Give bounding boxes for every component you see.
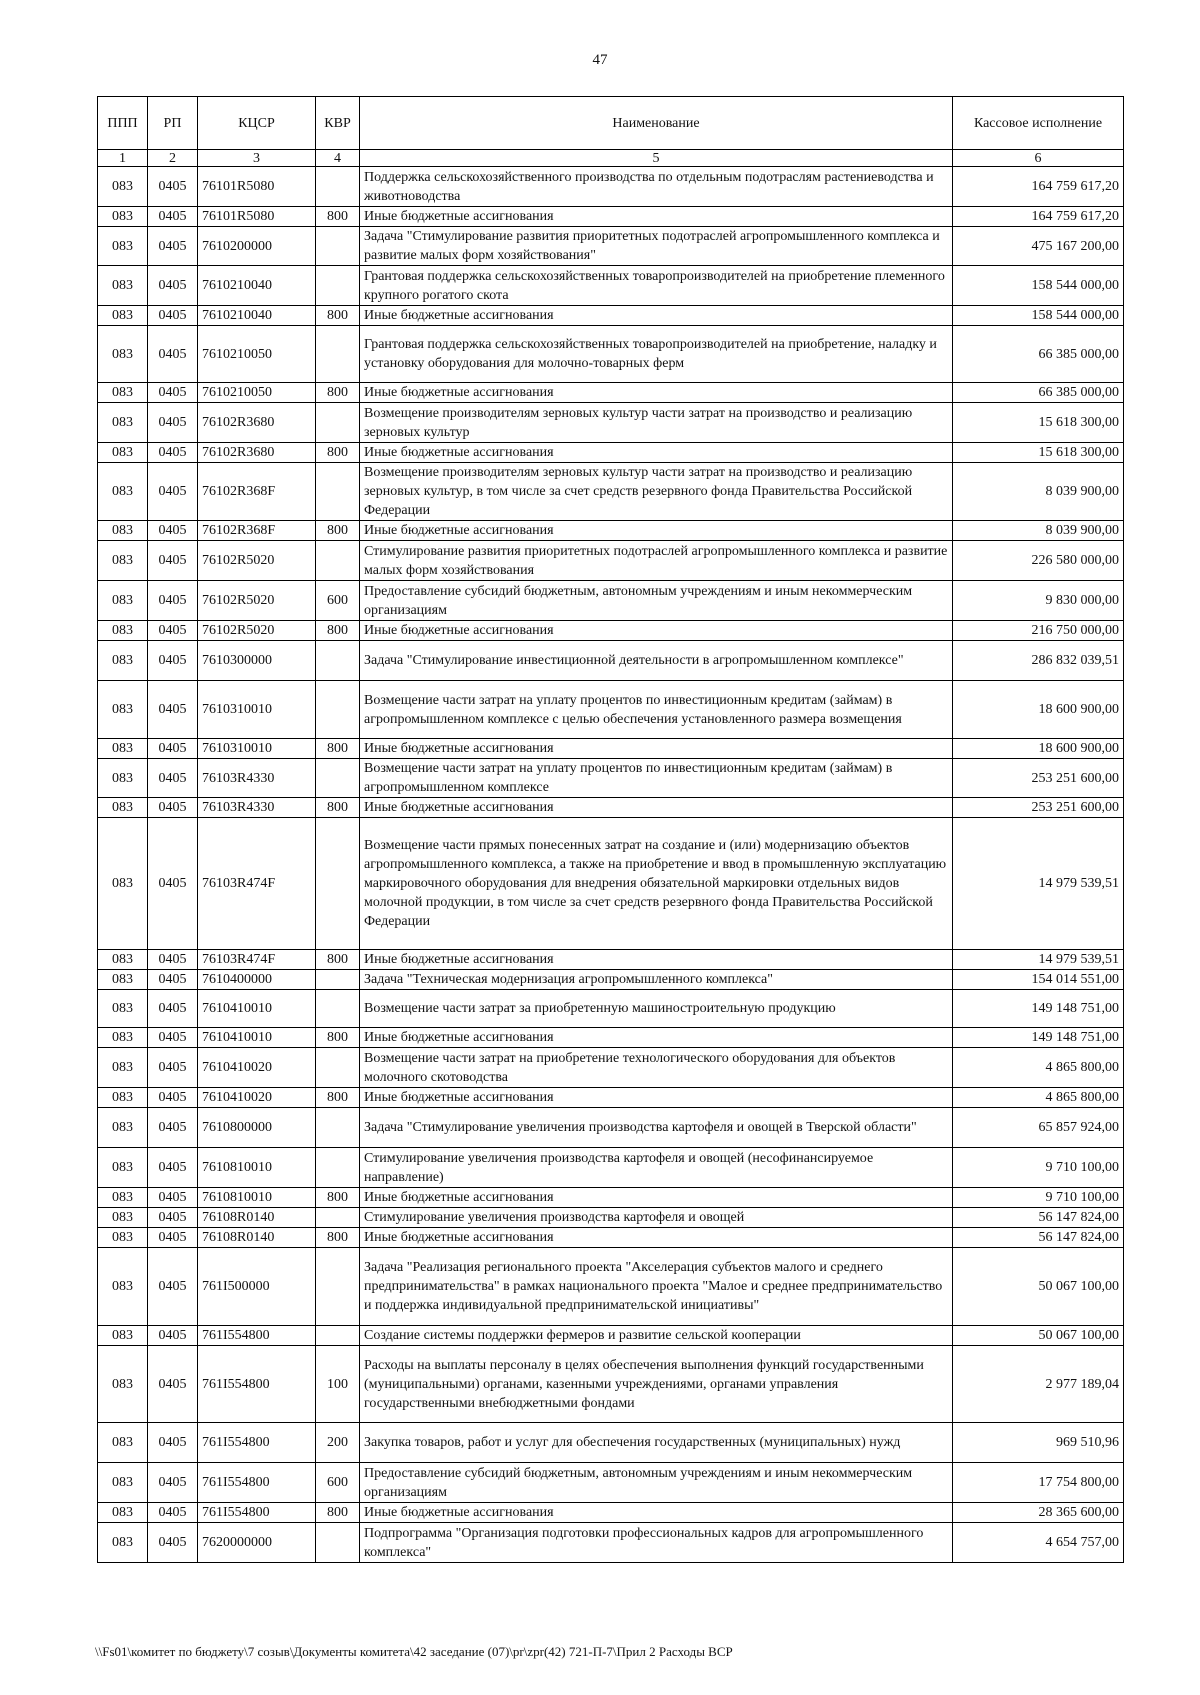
cell-rp: 0405 [148,621,198,641]
table-row [98,818,1124,950]
cell-rp: 0405 [148,463,198,521]
cell-ppp: 083 [98,1326,148,1346]
cell-kvr [316,990,360,1028]
cell-kcsr: 76103R474F [198,950,316,970]
cell-rp: 0405 [148,207,198,227]
cell-kcsr: 7610210050 [198,383,316,403]
cell-ppp: 083 [98,1228,148,1248]
table-row [98,990,1124,1028]
cell-name: Задача "Стимулирование развития приоритетных подотраслей агропромышленного комплекса и развитие малых форм хозяйствования" [360,227,953,266]
cell-kvr [316,1523,360,1563]
cell-kvr: 800 [316,621,360,641]
cell-name: Иные бюджетные ассигнования [360,1503,953,1523]
cell-kcsr: 7610400000 [198,970,316,990]
table-row [98,383,1124,403]
cell-rp: 0405 [148,1346,198,1423]
cell-rp: 0405 [148,641,198,681]
table-row [98,306,1124,326]
cell-kvr: 100 [316,1346,360,1423]
cell-name: Задача "Стимулирование инвестиционной деятельности в агропромышленном комплексе" [360,641,953,681]
cell-amount: 18 600 900,00 [953,739,1124,759]
table-row [98,266,1124,306]
cell-rp: 0405 [148,167,198,207]
cell-name: Иные бюджетные ассигнования [360,383,953,403]
cell-ppp: 083 [98,521,148,541]
cell-rp: 0405 [148,1108,198,1148]
cell-name: Грантовая поддержка сельскохозяйственных товаропроизводителей на приобретение, наладку и установку оборудования для молочно-товарных ферм [360,326,953,383]
column-number: 1 [98,150,148,167]
cell-name: Возмещение части затрат за приобретенную машиностроительную продукцию [360,990,953,1028]
table-row [98,1463,1124,1503]
table-row [98,739,1124,759]
cell-amount: 50 067 100,00 [953,1248,1124,1326]
cell-kcsr: 7610800000 [198,1108,316,1148]
cell-kcsr: 761I554800 [198,1423,316,1463]
cell-kcsr: 761I554800 [198,1346,316,1423]
cell-name: Расходы на выплаты персоналу в целях обеспечения выполнения функций государственными (муниципальными) органами, казенными учреждениями, органами управления государственными внебюджетными фондами [360,1346,953,1423]
table-row [98,1188,1124,1208]
cell-ppp: 083 [98,1423,148,1463]
table-row [98,1208,1124,1228]
cell-ppp: 083 [98,383,148,403]
cell-ppp: 083 [98,1148,148,1188]
cell-kcsr: 7610210040 [198,266,316,306]
column-number: 6 [953,150,1124,167]
cell-ppp: 083 [98,1463,148,1503]
cell-kvr [316,403,360,443]
cell-kvr: 800 [316,739,360,759]
cell-ppp: 083 [98,306,148,326]
cell-kvr: 800 [316,1028,360,1048]
cell-kvr [316,681,360,739]
cell-ppp: 083 [98,1028,148,1048]
column-number: 5 [360,150,953,167]
table-row [98,521,1124,541]
cell-kcsr: 76103R4330 [198,759,316,798]
cell-amount: 286 832 039,51 [953,641,1124,681]
cell-amount: 9 710 100,00 [953,1188,1124,1208]
cell-amount: 216 750 000,00 [953,621,1124,641]
table-row [98,541,1124,581]
cell-kvr: 800 [316,1228,360,1248]
table-row [98,759,1124,798]
cell-name: Возмещение части затрат на приобретение технологического оборудования для объектов молочного скотоводства [360,1048,953,1088]
column-number: 3 [198,150,316,167]
cell-ppp: 083 [98,641,148,681]
cell-rp: 0405 [148,1148,198,1188]
header-amount: Кассовое исполнение [953,97,1124,150]
cell-rp: 0405 [148,1326,198,1346]
column-number-row [98,150,1124,167]
cell-rp: 0405 [148,266,198,306]
cell-rp: 0405 [148,990,198,1028]
table-row [98,1228,1124,1248]
cell-kcsr: 76108R0140 [198,1208,316,1228]
cell-kcsr: 7610410010 [198,1028,316,1048]
cell-amount: 154 014 551,00 [953,970,1124,990]
cell-amount: 2 977 189,04 [953,1346,1124,1423]
cell-ppp: 083 [98,541,148,581]
cell-rp: 0405 [148,541,198,581]
cell-kvr: 600 [316,581,360,621]
cell-name: Задача "Реализация регионального проекта "Акселерация субъектов малого и среднего предпринимательства" в рамках национального проекта "Малое и среднее предпринимательство и поддержка индивидуальной предпринимательской инициативы" [360,1248,953,1326]
cell-kvr [316,463,360,521]
cell-name: Возмещение производителям зерновых культур части затрат на производство и реализацию зерновых культур, в том числе за счет средств резервного фонда Правительства Российской Федерации [360,463,953,521]
cell-kcsr: 76101R5080 [198,167,316,207]
cell-rp: 0405 [148,1228,198,1248]
cell-rp: 0405 [148,1188,198,1208]
cell-rp: 0405 [148,1248,198,1326]
cell-rp: 0405 [148,818,198,950]
cell-amount: 9 830 000,00 [953,581,1124,621]
cell-ppp: 083 [98,681,148,739]
table-row [98,326,1124,383]
cell-amount: 226 580 000,00 [953,541,1124,581]
table-row [98,227,1124,266]
cell-ppp: 083 [98,1248,148,1326]
cell-amount: 164 759 617,20 [953,167,1124,207]
cell-kcsr: 76102R3680 [198,443,316,463]
cell-ppp: 083 [98,207,148,227]
cell-kvr: 800 [316,1503,360,1523]
cell-name: Поддержка сельскохозяйственного производства по отдельным подотраслям растениеводства и животноводства [360,167,953,207]
cell-amount: 158 544 000,00 [953,266,1124,306]
cell-kcsr: 7610810010 [198,1188,316,1208]
header-name: Наименование [360,97,953,150]
cell-amount: 56 147 824,00 [953,1208,1124,1228]
cell-name: Предоставление субсидий бюджетным, автономным учреждениям и иным некоммерческим организациям [360,1463,953,1503]
cell-amount: 149 148 751,00 [953,990,1124,1028]
cell-ppp: 083 [98,581,148,621]
cell-name: Иные бюджетные ассигнования [360,443,953,463]
table-body [98,167,1124,1563]
table-row [98,1523,1124,1563]
cell-kcsr: 7610410020 [198,1088,316,1108]
budget-table [97,96,1124,1563]
cell-kvr: 600 [316,1463,360,1503]
cell-ppp: 083 [98,1503,148,1523]
cell-rp: 0405 [148,739,198,759]
cell-amount: 65 857 924,00 [953,1108,1124,1148]
cell-ppp: 083 [98,621,148,641]
cell-ppp: 083 [98,1208,148,1228]
cell-amount: 15 618 300,00 [953,403,1124,443]
table-row [98,641,1124,681]
cell-kvr: 800 [316,1088,360,1108]
cell-kvr [316,818,360,950]
cell-kvr: 800 [316,443,360,463]
header-kcsr: КЦСР [198,97,316,150]
cell-amount: 50 067 100,00 [953,1326,1124,1346]
cell-kcsr: 76102R368F [198,463,316,521]
cell-amount: 28 365 600,00 [953,1503,1124,1523]
cell-rp: 0405 [148,950,198,970]
cell-amount: 56 147 824,00 [953,1228,1124,1248]
cell-kvr [316,266,360,306]
table-row [98,1048,1124,1088]
table-row [98,167,1124,207]
cell-ppp: 083 [98,1108,148,1148]
cell-kcsr: 7610210050 [198,326,316,383]
table-row [98,581,1124,621]
cell-name: Иные бюджетные ассигнования [360,1028,953,1048]
cell-kcsr: 7610810010 [198,1148,316,1188]
cell-rp: 0405 [148,1523,198,1563]
cell-ppp: 083 [98,1088,148,1108]
cell-amount: 475 167 200,00 [953,227,1124,266]
cell-rp: 0405 [148,581,198,621]
cell-amount: 149 148 751,00 [953,1028,1124,1048]
cell-rp: 0405 [148,1423,198,1463]
cell-kcsr: 7610210040 [198,306,316,326]
cell-kvr [316,541,360,581]
cell-name: Иные бюджетные ассигнования [360,798,953,818]
cell-ppp: 083 [98,759,148,798]
cell-rp: 0405 [148,1048,198,1088]
cell-kvr [316,167,360,207]
cell-amount: 253 251 600,00 [953,759,1124,798]
cell-amount: 164 759 617,20 [953,207,1124,227]
page-number: 47 [592,52,608,68]
cell-name: Грантовая поддержка сельскохозяйственных товаропроизводителей на приобретение племенного крупного рогатого скота [360,266,953,306]
cell-name: Стимулирование увеличения производства картофеля и овощей (несофинансируемое направление) [360,1148,953,1188]
cell-ppp: 083 [98,227,148,266]
cell-kvr: 800 [316,798,360,818]
cell-kcsr: 761I554800 [198,1463,316,1503]
cell-kcsr: 7610410020 [198,1048,316,1088]
table-row [98,443,1124,463]
cell-name: Стимулирование увеличения производства картофеля и овощей [360,1208,953,1228]
cell-rp: 0405 [148,383,198,403]
cell-kcsr: 76103R474F [198,818,316,950]
cell-name: Возмещение части прямых понесенных затрат на создание и (или) модернизацию объектов агропромышленного комплекса, а также на приобретение и ввод в промышленную эксплуатацию маркировочного оборудования для внедрения обязательной маркировки отдельных видов молочной продукции, в том числе за счет средств резервного фонда Правительства Российской Федерации [360,818,953,950]
cell-rp: 0405 [148,681,198,739]
cell-ppp: 083 [98,403,148,443]
cell-kvr: 800 [316,1188,360,1208]
cell-kvr [316,1248,360,1326]
cell-kcsr: 7610310010 [198,681,316,739]
cell-kcsr: 76103R4330 [198,798,316,818]
cell-ppp: 083 [98,798,148,818]
cell-name: Задача "Техническая модернизация агропромышленного комплекса" [360,970,953,990]
cell-kcsr: 7610200000 [198,227,316,266]
footer-file-path: \\Fs01\комитет по бюджету\7 созыв\Документы комитета\42 заседание (07)\pr\zpr(42) 721-П-7\Прил 2 Расходы ВСР [95,1644,733,1659]
cell-rp: 0405 [148,521,198,541]
header-ppp: ППП [98,97,148,150]
cell-amount: 4 654 757,00 [953,1523,1124,1563]
cell-ppp: 083 [98,1048,148,1088]
table-row [98,463,1124,521]
cell-ppp: 083 [98,443,148,463]
cell-name: Иные бюджетные ассигнования [360,1088,953,1108]
cell-amount: 66 385 000,00 [953,383,1124,403]
cell-kvr: 800 [316,207,360,227]
cell-kvr [316,1048,360,1088]
cell-rp: 0405 [148,1463,198,1503]
cell-amount: 14 979 539,51 [953,818,1124,950]
cell-kcsr: 7610410010 [198,990,316,1028]
cell-rp: 0405 [148,798,198,818]
cell-kcsr: 761I554800 [198,1326,316,1346]
table-row [98,1148,1124,1188]
cell-kvr: 800 [316,306,360,326]
cell-kvr: 800 [316,383,360,403]
cell-ppp: 083 [98,739,148,759]
cell-name: Иные бюджетные ассигнования [360,950,953,970]
cell-rp: 0405 [148,759,198,798]
cell-ppp: 083 [98,818,148,950]
cell-amount: 969 510,96 [953,1423,1124,1463]
cell-name: Закупка товаров, работ и услуг для обеспечения государственных (муниципальных) нужд [360,1423,953,1463]
header-kvr: КВР [316,97,360,150]
cell-rp: 0405 [148,1208,198,1228]
cell-name: Подпрограмма "Организация подготовки профессиональных кадров для агропромышленного комплекса" [360,1523,953,1563]
cell-ppp: 083 [98,326,148,383]
cell-rp: 0405 [148,227,198,266]
cell-ppp: 083 [98,266,148,306]
cell-amount: 8 039 900,00 [953,521,1124,541]
cell-ppp: 083 [98,1523,148,1563]
cell-rp: 0405 [148,1503,198,1523]
cell-kvr [316,1108,360,1148]
cell-rp: 0405 [148,1028,198,1048]
cell-kvr [316,1326,360,1346]
cell-amount: 18 600 900,00 [953,681,1124,739]
cell-kcsr: 7610310010 [198,739,316,759]
cell-kcsr: 761I500000 [198,1248,316,1326]
cell-amount: 4 865 800,00 [953,1048,1124,1088]
cell-kvr [316,1148,360,1188]
table-row [98,207,1124,227]
table-row [98,1503,1124,1523]
cell-kvr [316,326,360,383]
cell-kvr [316,759,360,798]
cell-kcsr: 76102R5020 [198,581,316,621]
cell-amount: 253 251 600,00 [953,798,1124,818]
cell-kcsr: 7620000000 [198,1523,316,1563]
cell-kcsr: 76102R3680 [198,403,316,443]
cell-rp: 0405 [148,326,198,383]
cell-name: Иные бюджетные ассигнования [360,1188,953,1208]
cell-ppp: 083 [98,970,148,990]
cell-ppp: 083 [98,463,148,521]
cell-kcsr: 761I554800 [198,1503,316,1523]
cell-amount: 66 385 000,00 [953,326,1124,383]
table-row [98,403,1124,443]
column-number: 4 [316,150,360,167]
cell-rp: 0405 [148,970,198,990]
cell-amount: 8 039 900,00 [953,463,1124,521]
table-row [98,1088,1124,1108]
cell-name: Возмещение производителям зерновых культур части затрат на производство и реализацию зерновых культур [360,403,953,443]
cell-amount: 17 754 800,00 [953,1463,1124,1503]
cell-amount: 4 865 800,00 [953,1088,1124,1108]
cell-amount: 15 618 300,00 [953,443,1124,463]
table-row [98,1326,1124,1346]
column-number: 2 [148,150,198,167]
header-row [98,97,1124,150]
cell-name: Предоставление субсидий бюджетным, автономным учреждениям и иным некоммерческим организациям [360,581,953,621]
cell-kvr [316,641,360,681]
cell-kvr [316,1208,360,1228]
cell-rp: 0405 [148,1088,198,1108]
cell-name: Иные бюджетные ассигнования [360,1228,953,1248]
cell-name: Создание системы поддержки фермеров и развитие сельской кооперации [360,1326,953,1346]
cell-kvr: 200 [316,1423,360,1463]
cell-kcsr: 7610300000 [198,641,316,681]
table-row [98,1248,1124,1326]
cell-amount: 9 710 100,00 [953,1148,1124,1188]
cell-name: Иные бюджетные ассигнования [360,306,953,326]
table-row [98,1108,1124,1148]
cell-kcsr: 76102R368F [198,521,316,541]
cell-name: Задача "Стимулирование увеличения производства картофеля и овощей в Тверской области" [360,1108,953,1148]
table-row [98,621,1124,641]
cell-name: Иные бюджетные ассигнования [360,521,953,541]
cell-kvr: 800 [316,950,360,970]
cell-kvr [316,227,360,266]
cell-ppp: 083 [98,1188,148,1208]
cell-kcsr: 76108R0140 [198,1228,316,1248]
table-row [98,1423,1124,1463]
cell-name: Иные бюджетные ассигнования [360,739,953,759]
cell-name: Стимулирование развития приоритетных подотраслей агропромышленного комплекса и развитие малых форм хозяйствования [360,541,953,581]
cell-kvr: 800 [316,521,360,541]
cell-ppp: 083 [98,1346,148,1423]
cell-ppp: 083 [98,950,148,970]
cell-amount: 158 544 000,00 [953,306,1124,326]
table-row [98,681,1124,739]
header-rp: РП [148,97,198,150]
cell-ppp: 083 [98,167,148,207]
cell-name: Иные бюджетные ассигнования [360,207,953,227]
cell-name: Возмещение части затрат на уплату процентов по инвестиционным кредитам (займам) в агропромышленном комплексе с целью обеспечения установленного размера возмещения [360,681,953,739]
cell-rp: 0405 [148,443,198,463]
cell-kcsr: 76102R5020 [198,541,316,581]
table-row [98,798,1124,818]
cell-name: Иные бюджетные ассигнования [360,621,953,641]
cell-ppp: 083 [98,990,148,1028]
table-row [98,970,1124,990]
cell-name: Возмещение части затрат на уплату процентов по инвестиционным кредитам (займам) в агропромышленном комплексе [360,759,953,798]
cell-rp: 0405 [148,306,198,326]
table-row [98,1346,1124,1423]
cell-rp: 0405 [148,403,198,443]
cell-kcsr: 76101R5080 [198,207,316,227]
cell-kcsr: 76102R5020 [198,621,316,641]
table-row [98,950,1124,970]
table-row [98,1028,1124,1048]
cell-kvr [316,970,360,990]
cell-amount: 14 979 539,51 [953,950,1124,970]
